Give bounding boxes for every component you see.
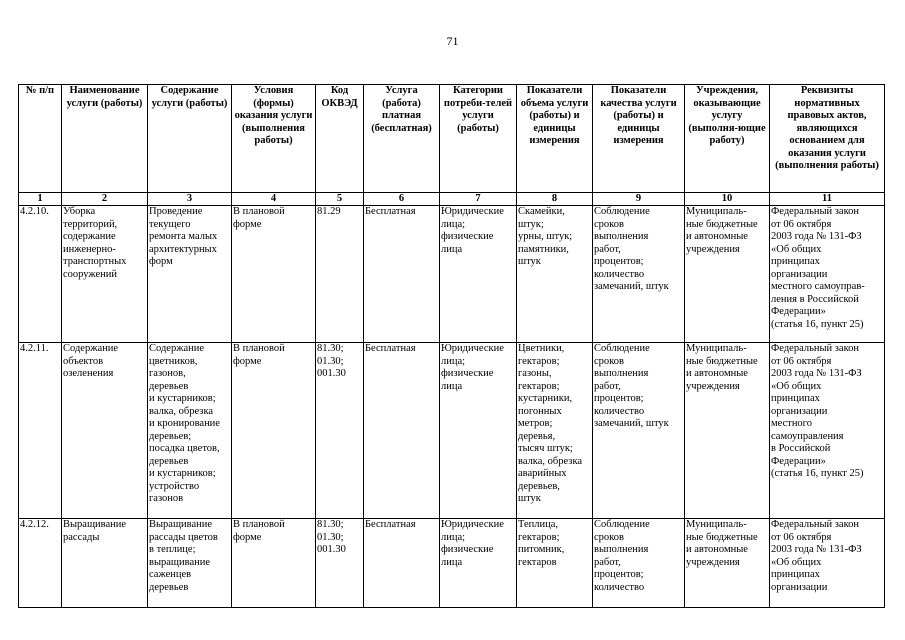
header-cell: Учреждения, оказывающие услугу (выполня-ющие работу): [685, 85, 770, 193]
header-cell: Показатели качества услуги (работы) и единицы измерения: [593, 85, 685, 193]
quality-indicator-cell: Соблюдение сроков выполнения работ, процентов; количество замечаний, штук: [593, 343, 685, 519]
header-cell: № п/п: [19, 85, 62, 193]
header-row: [19, 85, 885, 193]
column-number: 9: [593, 193, 685, 206]
service-content-cell: Проведение текущего ремонта малых архитектурных форм: [148, 206, 232, 343]
column-number: 3: [148, 193, 232, 206]
page-number: 71: [446, 34, 459, 48]
column-number: 2: [62, 193, 148, 206]
column-number: 6: [364, 193, 440, 206]
column-number-row: [19, 193, 885, 206]
table-row: [19, 343, 885, 519]
institution-cell: Муниципаль- ные бюджетные и автономные учреждения: [685, 343, 770, 519]
consumer-category-cell: Юридические лица; физические лица: [440, 206, 517, 343]
column-number: 10: [685, 193, 770, 206]
column-number: 1: [19, 193, 62, 206]
okved-code-cell: 81.29: [316, 206, 364, 343]
volume-indicator-cell: Теплица, гектаров; питомник, гектаров: [517, 519, 593, 608]
column-number: 8: [517, 193, 593, 206]
quality-indicator-cell: Соблюдение сроков выполнения работ, процентов; количество: [593, 519, 685, 608]
consumer-category-cell: Юридические лица; физические лица: [440, 519, 517, 608]
conditions-cell: В плановой форме: [232, 206, 316, 343]
table-row: [19, 206, 885, 343]
payment-cell: Бесплатная: [364, 343, 440, 519]
volume-indicator-cell: Цветники, гектаров; газоны, гектаров; кустарники, погонных метров; деревья, тысяч штук; валка, обрезка аварийных деревьев, штук: [517, 343, 593, 519]
conditions-cell: В плановой форме: [232, 343, 316, 519]
legal-basis-cell: Федеральный закон от 06 октября 2003 года № 131-ФЗ «Об общих принципах организации местного самоуправ- ления в Российской Федерации» (статья 16, пункт 25): [770, 206, 885, 343]
service-name-cell: Уборка территорий, содержание инженерно- транспортных сооружений: [62, 206, 148, 343]
consumer-category-cell: Юридические лица; физические лица: [440, 343, 517, 519]
volume-indicator-cell: Скамейки, штук; урны, штук; памятники, штук: [517, 206, 593, 343]
header-cell: Содержание услуги (работы): [148, 85, 232, 193]
service-content-cell: Содержание цветников, газонов, деревьев и кустарников; валка, обрезка и кронирование деревьев; посадка цветов, деревьев и кустарников; устройство газонов: [148, 343, 232, 519]
payment-cell: Бесплатная: [364, 519, 440, 608]
okved-code-cell: 81.30; 01.30; 001.30: [316, 519, 364, 608]
institution-cell: Муниципаль- ные бюджетные и автономные учреждения: [685, 206, 770, 343]
conditions-cell: В плановой форме: [232, 519, 316, 608]
column-number: 11: [770, 193, 885, 206]
header-cell: Услуга (работа) платная (бесплатная): [364, 85, 440, 193]
quality-indicator-cell: Соблюдение сроков выполнения работ, процентов; количество замечаний, штук: [593, 206, 685, 343]
okved-code-cell: 81.30; 01.30; 001.30: [316, 343, 364, 519]
row-number-cell: 4.2.12.: [19, 519, 62, 608]
institution-cell: Муниципаль- ные бюджетные и автономные учреждения: [685, 519, 770, 608]
service-content-cell: Выращивание рассады цветов в теплице; выращивание саженцев деревьев: [148, 519, 232, 608]
payment-cell: Бесплатная: [364, 206, 440, 343]
legal-basis-cell: Федеральный закон от 06 октября 2003 года № 131-ФЗ «Об общих принципах организации: [770, 519, 885, 608]
column-number: 4: [232, 193, 316, 206]
row-number-cell: 4.2.11.: [19, 343, 62, 519]
table-row: [19, 519, 885, 608]
column-number: 5: [316, 193, 364, 206]
column-number: 7: [440, 193, 517, 206]
service-name-cell: Выращивание рассады: [62, 519, 148, 608]
header-cell: Наименование услуги (работы): [62, 85, 148, 193]
service-name-cell: Содержание объектов озеленения: [62, 343, 148, 519]
services-table: [18, 84, 885, 608]
header-cell: Код ОКВЭД: [316, 85, 364, 193]
header-cell: Категории потреби-телей услуги (работы): [440, 85, 517, 193]
header-cell: Показатели объема услуги (работы) и единицы измерения: [517, 85, 593, 193]
legal-basis-cell: Федеральный закон от 06 октября 2003 года № 131-ФЗ «Об общих принципах организации местного самоуправления в Российской Федерации» (статья 16, пункт 25): [770, 343, 885, 519]
header-cell: Реквизиты нормативных правовых актов, являющихся основанием для оказания услуги (выполнения работы): [770, 85, 885, 193]
header-cell: Условия (формы) оказания услуги (выполнения работы): [232, 85, 316, 193]
row-number-cell: 4.2.10.: [19, 206, 62, 343]
